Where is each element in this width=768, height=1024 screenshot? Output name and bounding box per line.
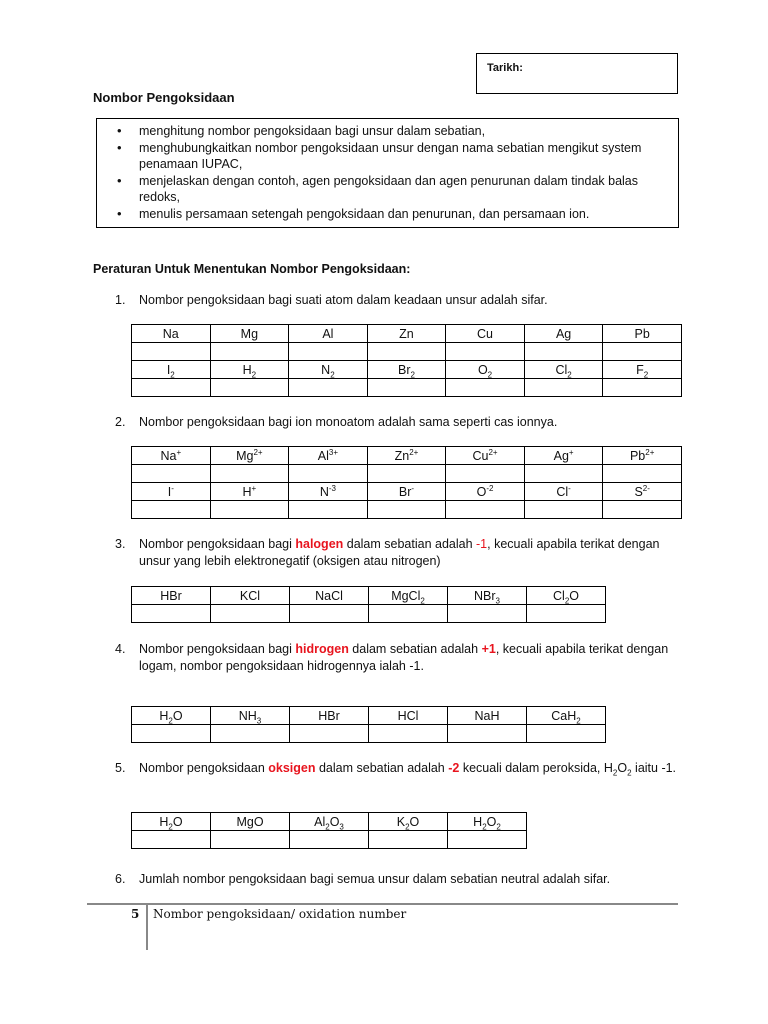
table-row bbox=[132, 447, 682, 465]
table-cell bbox=[289, 465, 368, 483]
cell-text: H bbox=[159, 708, 169, 723]
cell-subscript: 2 bbox=[420, 596, 425, 605]
table-cell bbox=[210, 447, 289, 465]
peroxide-formula bbox=[603, 761, 632, 778]
table-cell bbox=[211, 725, 290, 743]
cell-text: Cl bbox=[556, 484, 569, 499]
cell-subscript: 3 bbox=[256, 716, 262, 725]
rule-number: 6. bbox=[115, 872, 126, 886]
table-cell bbox=[289, 379, 368, 397]
cell-subscript: 2 bbox=[482, 822, 487, 831]
formula-sub: 2 bbox=[612, 768, 618, 778]
table-cell bbox=[290, 725, 369, 743]
table-cell bbox=[132, 501, 211, 519]
table-row bbox=[132, 587, 606, 605]
cell-text: HCl bbox=[397, 708, 419, 723]
table-cell bbox=[448, 725, 527, 743]
cell-text: Na bbox=[160, 448, 177, 463]
cell-text: Pb bbox=[629, 448, 646, 463]
table-cell bbox=[603, 501, 682, 519]
elements-table bbox=[131, 324, 682, 397]
rule-text: Nombor pengoksidaan bbox=[139, 761, 269, 775]
rule-text: Nombor pengoksidaan bagi bbox=[139, 642, 296, 656]
objectives-box bbox=[96, 118, 679, 228]
objective-item: • menjelaskan dengan contoh, agen pengoksidaan dan agen penurunan dalam tindak balas redoks, bbox=[97, 173, 678, 206]
table-row bbox=[132, 325, 682, 343]
value-minus-1: -1 bbox=[476, 537, 488, 551]
cell-subscript: 2 bbox=[487, 370, 493, 379]
cell-subscript: 2 bbox=[496, 822, 501, 831]
table-row bbox=[132, 361, 682, 379]
rule-text: Jumlah nombor pengoksidaan bagi semua unsur dalam sebatian neutral adalah sifar. bbox=[139, 872, 611, 886]
formula-part: O bbox=[617, 761, 628, 775]
table-cell bbox=[289, 501, 368, 519]
table-cell bbox=[448, 831, 527, 849]
cell-subscript: 2 bbox=[325, 822, 330, 831]
table-cell bbox=[132, 831, 211, 849]
table-cell bbox=[210, 483, 289, 501]
table-cell bbox=[527, 587, 606, 605]
table-cell bbox=[446, 465, 525, 483]
table-cell bbox=[132, 465, 211, 483]
table-row bbox=[132, 605, 606, 623]
cell-superscript: 2+ bbox=[253, 447, 263, 457]
table-cell bbox=[603, 483, 682, 501]
rule-text: Nombor pengoksidaan bagi bbox=[139, 537, 296, 551]
table-cell bbox=[527, 725, 606, 743]
rule-text: Nombor pengoksidaan bagi suati atom dalam keadaan unsur adalah sifar. bbox=[139, 293, 548, 307]
cell-subscript: 2 bbox=[576, 716, 581, 725]
table-cell bbox=[289, 325, 368, 343]
cell-text: Zn bbox=[394, 448, 410, 463]
page-title: Nombor Pengoksidaan bbox=[93, 90, 235, 105]
cell-text: O bbox=[486, 814, 497, 829]
cell-subscript: 2 bbox=[643, 370, 649, 379]
ions-table bbox=[131, 446, 682, 519]
table-row bbox=[132, 501, 682, 519]
cell-text: N bbox=[319, 484, 329, 499]
table-cell bbox=[603, 465, 682, 483]
cell-text: MgCl bbox=[391, 588, 421, 603]
cell-superscript: + bbox=[251, 483, 257, 493]
rule-text: kecuali dalam peroksida, bbox=[459, 761, 604, 775]
table-row bbox=[132, 343, 682, 361]
table-cell bbox=[367, 465, 446, 483]
cell-text: H bbox=[473, 814, 483, 829]
cell-text: NH bbox=[238, 708, 257, 723]
cell-text: Cu bbox=[477, 326, 494, 341]
cell-text: Al bbox=[322, 326, 334, 341]
table-cell bbox=[211, 813, 290, 831]
cell-text: Mg bbox=[236, 448, 254, 463]
table-row bbox=[132, 831, 527, 849]
rule-text: Nombor pengoksidaan bagi ion monoatom adalah sama seperti cas ionnya. bbox=[139, 415, 558, 429]
table-cell bbox=[132, 379, 211, 397]
table-cell bbox=[132, 343, 211, 361]
table-cell bbox=[446, 447, 525, 465]
cell-text: Zn bbox=[399, 326, 414, 341]
table-cell bbox=[369, 813, 448, 831]
cell-text: Cl bbox=[553, 588, 565, 603]
cell-text: H bbox=[159, 814, 169, 829]
table-cell bbox=[289, 483, 368, 501]
table-cell bbox=[603, 447, 682, 465]
objective-item: • menghitung nombor pengoksidaan bagi unsur dalam sebatian, bbox=[97, 123, 678, 140]
table-cell bbox=[524, 447, 603, 465]
cell-text: O bbox=[329, 814, 340, 829]
rule-number: 5. bbox=[115, 761, 126, 775]
rule-number: 4. bbox=[115, 642, 126, 656]
cell-text: H bbox=[242, 362, 252, 377]
table-cell bbox=[289, 343, 368, 361]
cell-text: S bbox=[634, 484, 643, 499]
rule-1 bbox=[115, 292, 548, 309]
rule-text: dalam sebatian adalah bbox=[343, 537, 477, 551]
table-cell bbox=[132, 361, 211, 379]
table-cell bbox=[210, 379, 289, 397]
table-cell bbox=[290, 813, 369, 831]
table-cell bbox=[132, 707, 211, 725]
cell-text: Mg bbox=[240, 326, 259, 341]
table-row bbox=[132, 813, 527, 831]
table-cell bbox=[290, 831, 369, 849]
cell-subscript: 2 bbox=[410, 370, 415, 379]
table-cell bbox=[603, 361, 682, 379]
table-cell bbox=[446, 361, 525, 379]
cell-text: I bbox=[167, 484, 172, 499]
keyword-oxygen: oksigen bbox=[268, 761, 316, 775]
table-cell bbox=[210, 361, 289, 379]
cell-text: O bbox=[476, 484, 487, 499]
table-row bbox=[132, 483, 682, 501]
cell-superscript: + bbox=[176, 447, 182, 457]
table-cell bbox=[446, 501, 525, 519]
date-label: Tarikh: bbox=[487, 62, 523, 74]
table-cell bbox=[132, 605, 211, 623]
rule-4 bbox=[115, 641, 684, 675]
table-cell bbox=[448, 605, 527, 623]
table-cell bbox=[524, 379, 603, 397]
cell-superscript: 2- bbox=[642, 483, 650, 493]
table-row bbox=[132, 465, 682, 483]
table-cell bbox=[132, 725, 211, 743]
cell-text: Al bbox=[314, 814, 326, 829]
rule-text: , kecuali apabila terikat dengan unsur yang lebih elektronegatif (oksigen atau nitrogen) bbox=[139, 537, 660, 568]
table-cell bbox=[210, 465, 289, 483]
table-cell bbox=[132, 813, 211, 831]
table-cell bbox=[367, 483, 446, 501]
cell-subscript: 3 bbox=[495, 596, 500, 605]
table-cell bbox=[369, 707, 448, 725]
rule-3 bbox=[115, 536, 684, 570]
footer-text: Nombor pengoksidaan/ oxidation number bbox=[153, 907, 407, 921]
table-cell bbox=[211, 707, 290, 725]
table-cell bbox=[524, 483, 603, 501]
rule-6 bbox=[115, 871, 611, 888]
cell-text: Cl bbox=[555, 362, 568, 377]
cell-superscript: 3+ bbox=[328, 447, 339, 457]
cell-superscript: - bbox=[171, 483, 174, 493]
objective-item: • menghubungkaitkan nombor pengoksidaan unsur dengan nama sebatian mengikut system penamaan IUPAC, bbox=[97, 140, 678, 173]
rule-number: 3. bbox=[115, 537, 126, 551]
cell-text: O bbox=[477, 362, 488, 377]
table-cell bbox=[211, 831, 290, 849]
cell-superscript: -3 bbox=[328, 483, 336, 493]
table-cell bbox=[446, 379, 525, 397]
table-cell bbox=[367, 343, 446, 361]
table-cell bbox=[132, 587, 211, 605]
table-cell bbox=[132, 483, 211, 501]
table-cell bbox=[290, 707, 369, 725]
rule-number: 1. bbox=[115, 293, 126, 307]
table-cell bbox=[603, 325, 682, 343]
value-plus-1: +1 bbox=[481, 642, 496, 656]
table-cell bbox=[210, 343, 289, 361]
cell-text: Br bbox=[397, 362, 411, 377]
objectives-list bbox=[97, 123, 678, 222]
cell-text: Al bbox=[317, 448, 329, 463]
table-cell bbox=[524, 501, 603, 519]
formula-sub: 2 bbox=[627, 768, 632, 778]
table-row bbox=[132, 707, 606, 725]
table-cell bbox=[210, 325, 289, 343]
table-cell bbox=[527, 605, 606, 623]
table-cell bbox=[367, 379, 446, 397]
objective-item: • menulis persamaan setengah pengoksidaan dan penurunan, dan persamaan ion. bbox=[97, 206, 678, 223]
table-cell bbox=[290, 605, 369, 623]
table-cell bbox=[210, 501, 289, 519]
formula-part: H bbox=[603, 761, 613, 775]
footer-vertical-divider bbox=[146, 905, 148, 950]
table-cell bbox=[289, 447, 368, 465]
cell-text: MgO bbox=[236, 814, 264, 829]
cell-text: NBr bbox=[474, 588, 496, 603]
cell-subscript: 3 bbox=[339, 822, 344, 831]
table-cell bbox=[524, 361, 603, 379]
table-cell bbox=[603, 343, 682, 361]
table-cell bbox=[367, 501, 446, 519]
rule-text: iaitu -1. bbox=[631, 761, 677, 775]
cell-superscript: - bbox=[568, 483, 571, 493]
table-cell bbox=[448, 587, 527, 605]
cell-text: NaCl bbox=[315, 588, 343, 603]
cell-subscript: 2 bbox=[405, 822, 410, 831]
cell-superscript: - bbox=[411, 483, 415, 493]
cell-subscript: 2 bbox=[330, 370, 335, 379]
hydrogen-table bbox=[131, 706, 606, 743]
table-cell bbox=[369, 587, 448, 605]
table-row bbox=[132, 725, 606, 743]
cell-subscript: 2 bbox=[564, 596, 570, 605]
table-cell bbox=[290, 587, 369, 605]
cell-text: I bbox=[166, 362, 171, 377]
cell-superscript: 2+ bbox=[488, 447, 498, 457]
table-cell bbox=[603, 379, 682, 397]
table-cell bbox=[524, 343, 603, 361]
rule-text: , kecuali apabila terikat dengan logam, nombor pengoksidaan hidrogennya ialah -1. bbox=[139, 642, 669, 673]
rules-heading: Peraturan Untuk Menentukan Nombor Pengoksidaan: bbox=[93, 262, 411, 276]
table-cell bbox=[446, 343, 525, 361]
halogen-table bbox=[131, 586, 606, 623]
cell-subscript: 2 bbox=[168, 822, 173, 831]
page-number: 5 bbox=[131, 907, 140, 921]
cell-text: HBr bbox=[318, 708, 340, 723]
cell-subscript: 2 bbox=[567, 370, 572, 379]
keyword-hydrogen: hidrogen bbox=[295, 642, 349, 656]
cell-text: Cu bbox=[472, 448, 489, 463]
table-cell bbox=[524, 325, 603, 343]
cell-text: NaH bbox=[474, 708, 500, 723]
cell-text: O bbox=[172, 708, 183, 723]
cell-text: N bbox=[321, 362, 331, 377]
rule-text: dalam sebatian adalah bbox=[315, 761, 449, 775]
cell-subscript: 2 bbox=[170, 370, 175, 379]
table-cell bbox=[289, 361, 368, 379]
cell-text: Ag bbox=[553, 448, 569, 463]
cell-text: HBr bbox=[160, 588, 182, 603]
table-cell bbox=[369, 725, 448, 743]
table-cell bbox=[132, 325, 211, 343]
footer-divider bbox=[87, 903, 678, 905]
table-cell bbox=[367, 325, 446, 343]
table-cell bbox=[211, 605, 290, 623]
table-cell bbox=[369, 831, 448, 849]
table-cell bbox=[446, 325, 525, 343]
rule-5 bbox=[115, 760, 684, 778]
cell-text: F bbox=[636, 362, 644, 377]
oxygen-table bbox=[131, 812, 527, 849]
rule-number: 2. bbox=[115, 415, 126, 429]
table-cell bbox=[369, 605, 448, 623]
cell-text: Br bbox=[398, 484, 412, 499]
table-cell bbox=[448, 813, 527, 831]
cell-text: O bbox=[172, 814, 183, 829]
table-cell bbox=[448, 707, 527, 725]
cell-superscript: 2+ bbox=[645, 447, 655, 457]
cell-subscript: 2 bbox=[251, 370, 257, 379]
cell-text: KCl bbox=[239, 588, 261, 603]
rule-text: dalam sebatian adalah bbox=[348, 642, 482, 656]
cell-text: K bbox=[396, 814, 406, 829]
cell-superscript: -2 bbox=[486, 483, 494, 493]
table-cell bbox=[132, 447, 211, 465]
cell-text: Ag bbox=[555, 326, 572, 341]
table-cell bbox=[211, 587, 290, 605]
cell-subscript: 2 bbox=[168, 716, 173, 725]
cell-text: Na bbox=[162, 326, 179, 341]
cell-text: CaH bbox=[551, 708, 577, 723]
table-cell bbox=[367, 447, 446, 465]
cell-text: O bbox=[569, 588, 579, 603]
cell-text: O bbox=[409, 814, 420, 829]
date-box bbox=[476, 53, 678, 94]
table-row bbox=[132, 379, 682, 397]
table-cell bbox=[446, 483, 525, 501]
cell-text: H bbox=[242, 484, 252, 499]
rule-2 bbox=[115, 414, 558, 431]
cell-superscript: 2+ bbox=[409, 447, 419, 457]
table-cell bbox=[527, 707, 606, 725]
cell-superscript: + bbox=[568, 447, 574, 457]
table-cell bbox=[524, 465, 603, 483]
cell-text: Pb bbox=[634, 326, 650, 341]
value-minus-2: -2 bbox=[448, 761, 460, 775]
table-cell bbox=[367, 361, 446, 379]
keyword-halogen: halogen bbox=[295, 537, 344, 551]
